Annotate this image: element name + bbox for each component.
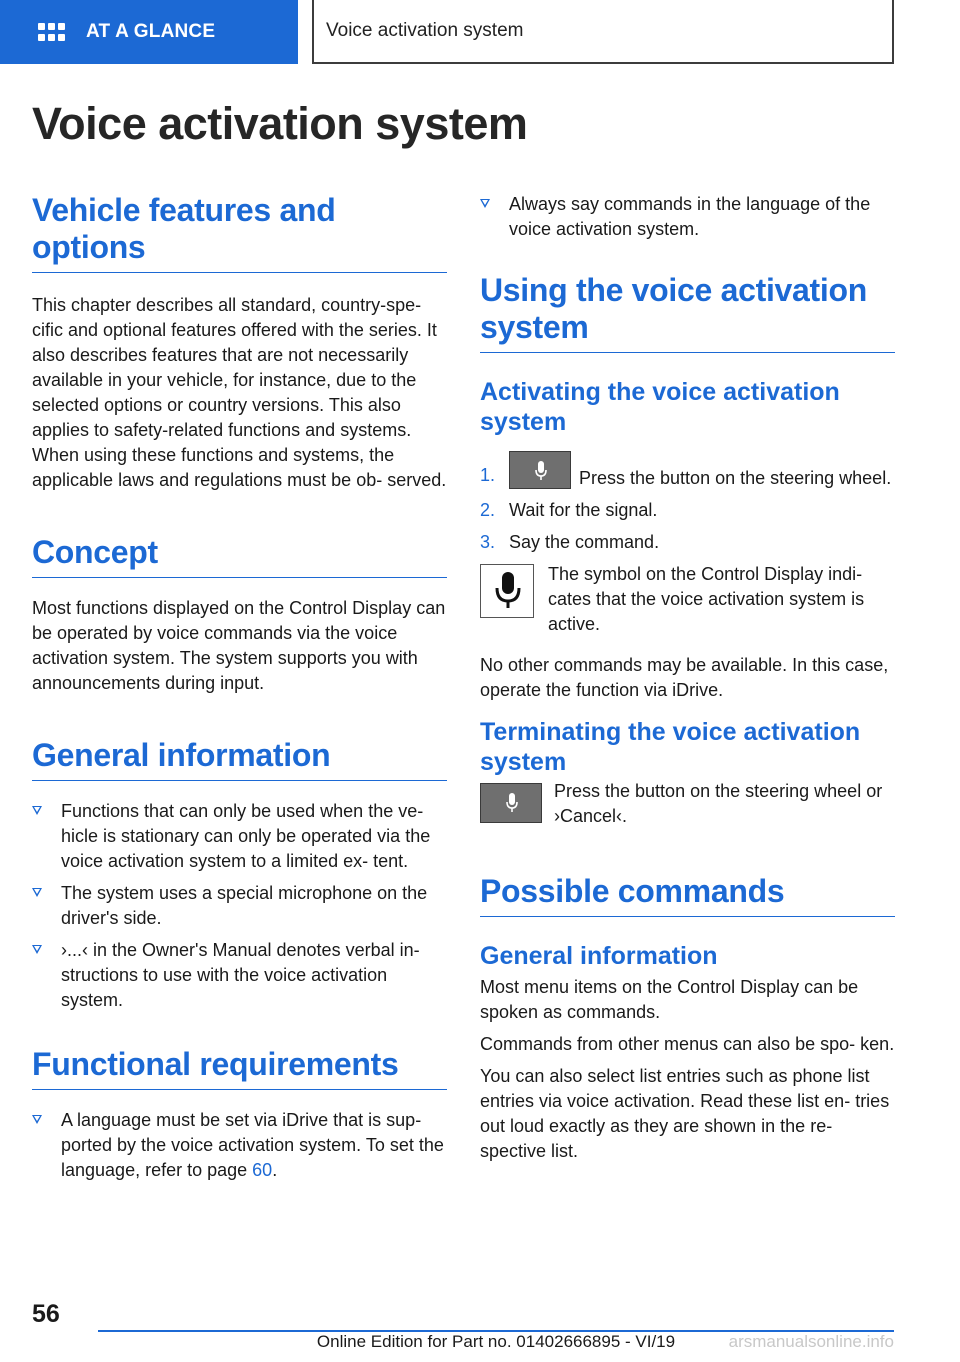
possible-text-1: Most menu items on the Control Display can be spoken as commands. <box>480 977 859 1022</box>
list-item: Always say commands in the language of the voice activation system. <box>480 192 895 242</box>
vehicle-features-heading: Vehicle features and options <box>32 192 336 265</box>
terminating-block <box>480 779 895 829</box>
page-header <box>0 0 960 66</box>
triangle-bullet-icon <box>32 806 42 815</box>
symbol-note-text: The symbol on the Control Display indi- cates that the voice activation system is active. <box>548 564 865 634</box>
functional-requirements-list <box>32 1108 447 1183</box>
watermark: arsmanualsonline.info <box>728 1332 894 1351</box>
microphone-icon <box>494 571 522 611</box>
page-reference-link[interactable]: 60 <box>252 1160 273 1180</box>
activation-steps <box>480 449 895 555</box>
vehicle-features-text: This chapter describes all standard, country-spe- cific and optional features offered with the series. It also describes features that are not necessarily available in your vehicle, for instance, due to the selected options or country versions. This also applies to safety-related functions and systems. When using these functions and systems, the applicable laws and regulations must be ob- served. <box>32 295 447 490</box>
activating-heading: Activating the voice activation system <box>480 378 840 436</box>
current-topic-tab[interactable] <box>312 0 894 64</box>
concept-heading: Concept <box>32 534 158 570</box>
right-column <box>480 192 895 1164</box>
steering-wheel-voice-button <box>480 783 542 823</box>
list-item: Functions that can only be used when the ve- hicle is stationary can only be operated via the voice activation system to a limited ex- tent. <box>32 799 447 874</box>
current-topic-label: Voice activation system <box>326 20 524 41</box>
functional-requirements-list-cont <box>480 192 895 242</box>
terminating-text: Press the button on the steering wheel or ›Cancel‹. <box>554 781 883 826</box>
triangle-bullet-icon <box>32 888 42 897</box>
triangle-bullet-icon <box>480 199 490 208</box>
microphone-icon <box>534 460 548 482</box>
possible-text-3: You can also select list entries such as phone list entries via voice activation. Read these list en- tries out loud exactly as they are shown in the re- spective list. <box>480 1066 890 1161</box>
general-information-heading-wrap <box>32 737 447 781</box>
page-title: Voice activation system <box>32 98 528 149</box>
list-item: ›...‹ in the Owner's Manual denotes verbal in- structions to use with the voice activation system. <box>32 938 447 1013</box>
section-tab-label: AT A GLANCE <box>86 21 216 42</box>
steering-wheel-voice-button <box>509 451 571 489</box>
list-item: 2. Wait for the signal. <box>480 500 658 520</box>
general-information-heading: General information <box>32 737 331 773</box>
no-other-commands-text: No other commands may be available. In this case, operate the function via iDrive. <box>480 655 889 700</box>
edition-text: Online Edition for Part no. 01402666895 - VI/19 <box>316 1332 676 1351</box>
list-item: 3. Say the command. <box>480 532 660 552</box>
using-heading: Using the voice activation system <box>480 272 867 345</box>
microphone-icon <box>505 792 519 814</box>
left-column <box>32 192 447 1190</box>
concept-heading-wrap <box>32 534 447 578</box>
possible-text-2: Commands from other menus can also be spo- ken. <box>480 1034 895 1054</box>
possible-commands-heading: Possible commands <box>480 873 785 909</box>
general-information-list <box>32 799 447 1013</box>
list-item: The system uses a special microphone on the driver's side. <box>32 881 447 931</box>
possible-commands-heading-wrap <box>480 873 895 917</box>
concept-text: Most functions displayed on the Control Display can be operated by voice commands via the voice activation system. The system supports you with announcements during input. <box>32 598 446 693</box>
triangle-bullet-icon <box>32 945 42 954</box>
using-heading-wrap <box>480 272 895 353</box>
triangle-bullet-icon <box>32 1115 42 1124</box>
functional-requirements-heading: Functional requirements <box>32 1046 399 1082</box>
list-item: 1. Press the button on the steering wheel. <box>480 449 895 491</box>
section-tab-at-a-glance[interactable] <box>0 0 298 64</box>
page-number: 56 <box>32 1300 60 1328</box>
control-display-symbol <box>480 564 534 618</box>
active-symbol-note <box>480 562 895 637</box>
list-item: A language must be set via iDrive that is sup- ported by the voice activation system. To set the language, refer to page 60. <box>32 1108 447 1183</box>
vehicle-features-heading-wrap <box>32 192 447 273</box>
possible-general-heading: General information <box>480 942 718 970</box>
grid-icon <box>38 20 66 44</box>
terminating-heading: Terminating the voice activation system <box>480 718 861 776</box>
functional-requirements-heading-wrap <box>32 1046 447 1090</box>
